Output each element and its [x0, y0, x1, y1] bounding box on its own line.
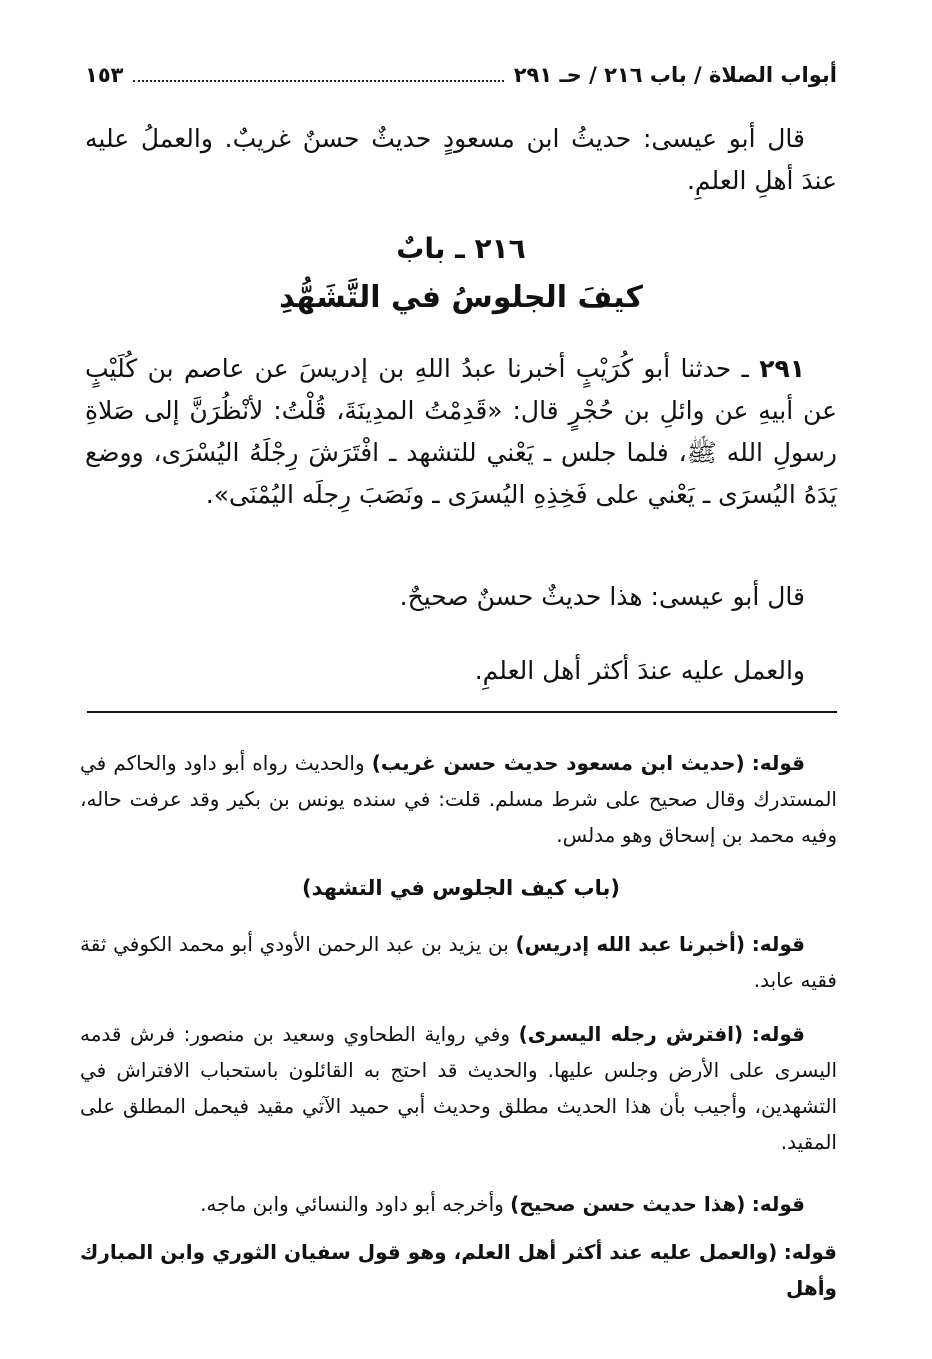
footnote-1 — [80, 745, 837, 853]
footnote-3 — [80, 1016, 837, 1160]
footnote-label: قوله: — [751, 932, 806, 956]
paragraph-practice: والعمل عليه عندَ أكثر أهل العلمِ. — [474, 656, 805, 685]
footnote-label: قوله: — [751, 751, 806, 775]
footnote-quote: (والعمل عليه عند أكثر أهل العلم، وهو قول سفيان الثوري وابن المبارك وأهل — [80, 1240, 837, 1300]
running-title: أبواب الصلاة / باب ٢١٦ / حـ ٢٩١ — [513, 63, 837, 87]
leader-dots — [133, 80, 503, 82]
paragraph-abu-isa-1: قال أبو عيسى: حديثُ ابن مسعودٍ حديثٌ حسنٌ غريبٌ. والعملُ عليه عندَ أهلِ العلمِ. — [85, 124, 837, 195]
footnote-text: بن يزيد بن عبد الرحمن الأودي أبو محمد الكوفي ثقة فقيه عابد. — [80, 932, 837, 992]
hadith-number: ٢٩١ — [759, 354, 805, 383]
footnote-quote: (افترش رجله اليسرى) — [518, 1022, 744, 1046]
footnote-separator — [87, 711, 837, 713]
footnote-section-heading: (باب كيف الجلوس في التشهد) — [301, 876, 621, 900]
footnote-label: قوله: — [751, 1022, 806, 1046]
hadith-paragraph — [85, 348, 837, 516]
footnote-2 — [80, 926, 837, 998]
chapter-title: كيفَ الجلوسُ في التَّشَهُّدِ — [279, 280, 643, 315]
footnote-4 — [80, 1186, 837, 1222]
footnote-quote: (حديث ابن مسعود حديث حسن غريب) — [371, 751, 745, 775]
page-number: ١٥٣ — [85, 63, 124, 87]
chapter-number: ٢١٦ ـ بابٌ — [396, 232, 526, 265]
paragraph-abu-isa-2: قال أبو عيسى: هذا حديثٌ حسنٌ صحيحٌ. — [399, 582, 805, 611]
hadith-text: ـ حدثنا أبو كُرَيْبٍ أخبرنا عبدُ اللهِ بن إدريسَ عن عاصم بن كُلَيْبٍ عن أبيهِ عن وائلِ بن حُجْرٍ قال: «قَدِمْتُ المدِينَةَ، قُلْتُ: لأنْظُرَنَّ إلى صَلاةِ رسولِ الله ﷺ، فلما جلس ـ يَعْني للتشهد ـ افْتَرَشَ رِجْلَهُ اليُسْرَى، ووضع يَدَهُ اليُسرَى ـ يَعْني على فَخِذِهِ اليُسرَى ـ ونَصَبَ رِجلَه اليُمْنَى». — [85, 354, 837, 509]
footnote-quote: (هذا حديث حسن صحيح) — [510, 1192, 746, 1216]
running-head — [85, 58, 837, 92]
footnote-label: قوله: — [751, 1192, 805, 1216]
footnote-label: قوله: — [783, 1240, 837, 1264]
footnote-text: وفي رواية الطحاوي وسعيد بن منصور: فرش قدمه اليسرى على الأرض وجلس عليها. والحديث قد احتج به القائلون باستحباب الافتراش في التشهدين، وأجيب بأن هذا الحديث مطلق وحديث أبي حميد الآتي مقيد فيحمل المطلق على المقيد. — [80, 1022, 837, 1154]
footnote-quote: (أخبرنا عبد الله إدريس) — [515, 932, 746, 956]
footnote-text: والحديث رواه أبو داود والحاكم في المستدرك وقال صحيح على شرط مسلم. قلت: في سنده يونس بن بكير وقد عرفت حاله، وفيه محمد بن إسحاق وهو مدلس. — [80, 751, 837, 847]
footnote-text: وأخرجه أبو داود والنسائي وابن ماجه. — [200, 1192, 504, 1216]
footnote-5 — [80, 1234, 837, 1306]
